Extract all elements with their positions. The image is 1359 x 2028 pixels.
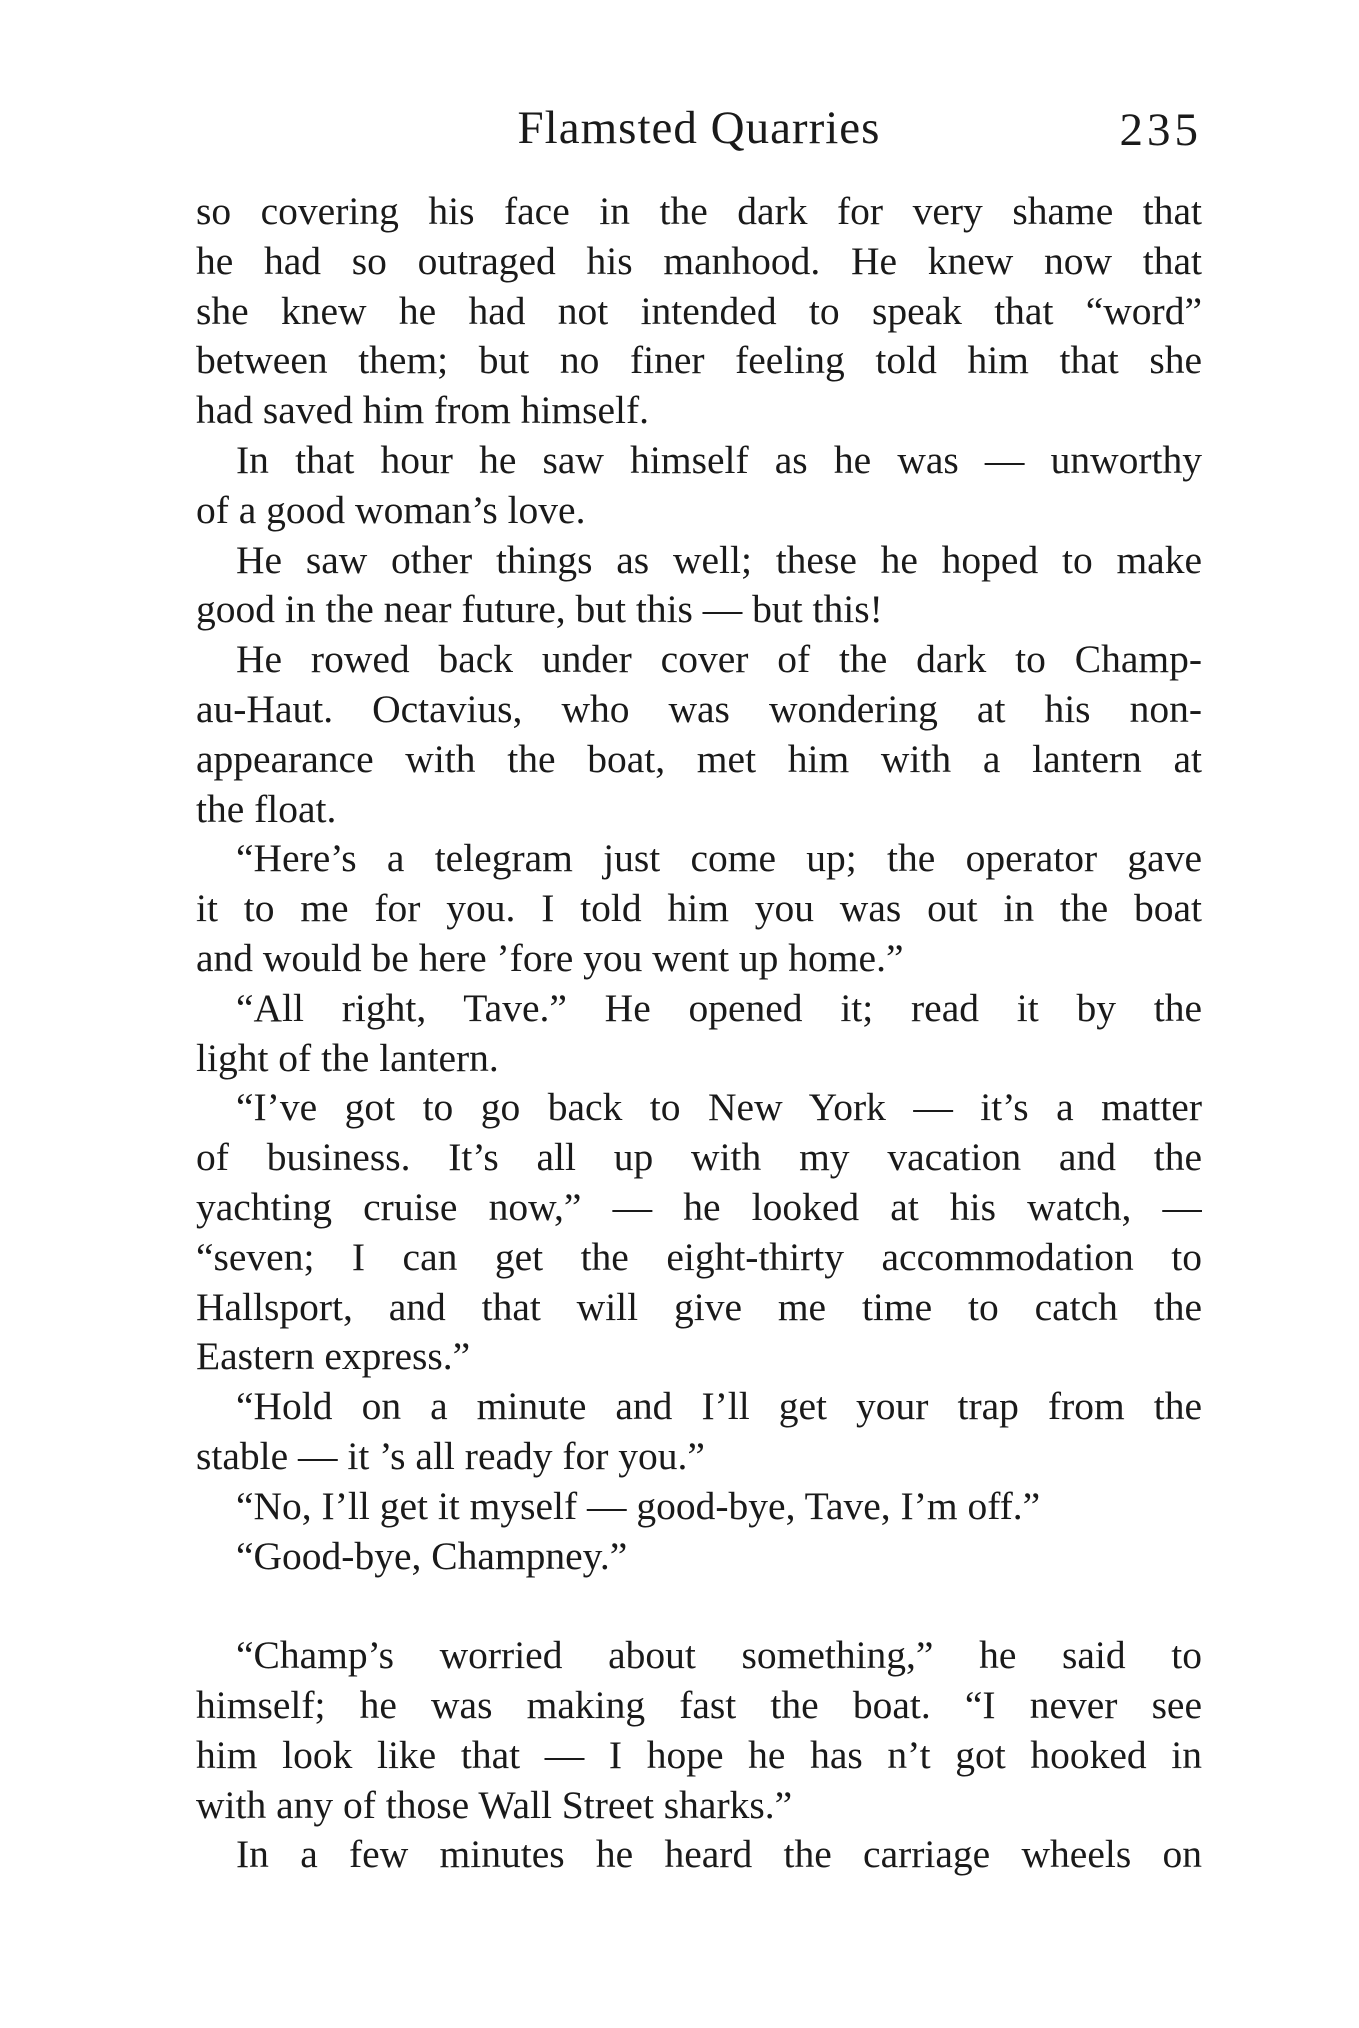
text-line: Eastern express.”: [196, 1334, 471, 1379]
text-line: she knew he had not intended to speak that “word”: [196, 288, 1202, 333]
body-text: [196, 187, 1202, 1880]
text-line: good in the near future, but this — but this!: [196, 587, 883, 632]
text-line: “No, I’ll get it myself — good-bye, Tave, I’m off.”: [236, 1483, 1041, 1528]
text-line: of business. It’s all up with my vacation and the: [196, 1135, 1202, 1180]
text-line: appearance with the boat, met him with a lantern at: [196, 736, 1202, 781]
text-line: light of the lantern.: [196, 1035, 499, 1080]
text-line: himself; he was making fast the boat. “I never see: [196, 1682, 1202, 1727]
section-break: [196, 1581, 1202, 1631]
text-line: so covering his face in the dark for very shame that: [196, 189, 1202, 233]
text-line: the float.: [196, 786, 337, 831]
text-line: stable — it ’s all ready for you.”: [196, 1433, 705, 1478]
page-number: 235: [1119, 104, 1202, 156]
text-line: “I’ve got to go back to New York — it’s a matter: [236, 1085, 1202, 1130]
text-line: He rowed back under cover of the dark to Champ-: [236, 637, 1202, 682]
text-line: of a good woman’s love.: [196, 487, 586, 532]
text-line: “Good-bye, Champney.”: [236, 1533, 628, 1578]
text-line: yachting cruise now,” — he looked at his watch, —: [196, 1184, 1202, 1229]
text-line: he had so outraged his manhood. He knew now that: [196, 238, 1202, 283]
text-line: In that hour he saw himself as he was — unworthy: [236, 437, 1202, 482]
text-line: “Here’s a telegram just come up; the operator gave: [236, 836, 1202, 881]
text-line: him look like that — I hope he has n’t got hooked in: [196, 1732, 1202, 1777]
text-line: had saved him from himself.: [196, 388, 650, 433]
text-line: Hallsport, and that will give me time to catch the: [196, 1284, 1202, 1329]
text-line: “Champ’s worried about something,” he said to: [236, 1633, 1202, 1678]
text-line: it to me for you. I told him you was out in the boat: [196, 886, 1202, 931]
text-line: au-Haut. Octavius, who was wondering at his non-: [196, 686, 1202, 731]
text-line: “Hold on a minute and I’ll get your trap from the: [236, 1384, 1202, 1429]
running-title: Flamsted Quarries: [517, 102, 881, 154]
text-line: “seven; I can get the eight-thirty accommodation to: [196, 1234, 1202, 1279]
running-head: [196, 98, 1202, 158]
text-line: “All right, Tave.” He opened it; read it by the: [236, 985, 1202, 1030]
text-line: He saw other things as well; these he hoped to make: [236, 537, 1202, 582]
text-line: In a few minutes he heard the carriage wheels on: [236, 1832, 1202, 1877]
text-line: with any of those Wall Street sharks.”: [196, 1782, 793, 1827]
text-line: and would be here ’fore you went up home.”: [196, 935, 904, 980]
text-line: between them; but no finer feeling told him that she: [196, 338, 1202, 383]
